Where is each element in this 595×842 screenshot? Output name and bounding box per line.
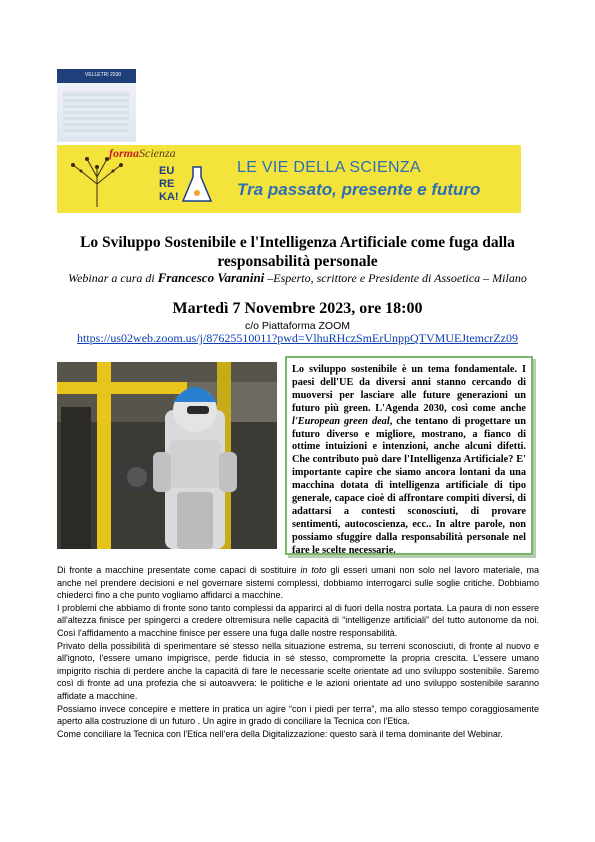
- body-text: [57, 564, 539, 740]
- svg-text:KA!: KA!: [159, 191, 179, 203]
- paragraph: Privato della possibilità di sperimentare sé stesso nella situazione estrema, su terreni sconosciuti, di fronte al nuovo e all'ignoto, l'essere umano impigrisce, perde fiducia in sé stesso, compromette la propria crescita. L'essere umano impigrito rischia di perdere anche la capacità di fare le necessarie scelte orientate ad uno sviluppo sostenibile. Saremo così di fronte ad una profezia che si autoavvera: le politiche e le azioni orientate ad uno sviluppo sostenibile saranno affidate a macchine.: [57, 640, 539, 701]
- banner-subline: Tra passato, presente e futuro: [237, 180, 481, 199]
- intro-callout: [285, 356, 533, 555]
- svg-text:RE: RE: [159, 178, 175, 190]
- banner-headline: LE VIE DELLA SCIENZA: [237, 159, 421, 176]
- robot-forklift-photo: [57, 362, 277, 549]
- paragraph: Come conciliare la Tecnica con l'Etica nell'era della Digitalizzazione: questo sarà il tema dominante del Webinar.: [57, 728, 503, 739]
- event-date: Martedì 7 Novembre 2023, ore 18:00: [172, 300, 423, 317]
- eureka-logo-icon: [157, 161, 215, 207]
- callout-text: Lo sviluppo sostenibile è un tema fondamentale. I paesi dell'UE da diversi anni stanno cercando di muoversi per lasciare alle future generazioni un futuro più green. L'Agenda 2030, così come anche l'European green deal, che tentano di progettare un futuro diverso e migliore, mostrano, a fianco di ottime intuizioni e intenzioni, anche alcuni difetti. Che contributo può dare l'Intelligenza Artificiale? E' importante capire che siamo ancora lontani da una macchina dotata di intelligenza artificiale di tipo generale, capace cioè di affrontare compiti diversi, di adattarsi a contesti sconosciuti, di provare sentimenti, autocoscienza, ecc.. In altre parole, non possiamo sfuggire dalla responsabilità personale nel fare le scelte necessarie.: [292, 364, 526, 556]
- zoom-link[interactable]: https://us02web.zoom.us/j/87625510011?pwd=VlhuRHczSmErUnppQTVMUEJtemcrZz09: [77, 331, 518, 345]
- event-venue: c/o Piattaforma ZOOM: [244, 320, 351, 332]
- speaker-name: Francesco Varanini: [157, 270, 265, 285]
- event-title-line1: Lo Sviluppo Sostenibile e l'Intelligenza Artificiale come fuga dalla: [80, 234, 515, 251]
- logo-strip: [57, 69, 136, 83]
- paragraph: I problemi che abbiamo di fronte sono tanto complessi da apparirci al di fuori della nostra portata. La paura di non essere all'altezza finisce per spingerci a credere oltremisura nelle capacità di “intelligenze artificiali” del tutto autonome da noi. Così l'affidamento a macchine finisce per essere una fuga dalle nostre responsabilità.: [57, 602, 539, 638]
- logo-label: VELLETRI 2030: [85, 72, 122, 78]
- formascienza-logo: formaScienza: [109, 146, 176, 160]
- event-title-line2: responsabilità personale: [217, 253, 378, 270]
- paragraph: Di fronte a macchine presentate come capaci di sostituire in toto gli esseri umani non solo nel lavoro materiale, ma anche nel prendere decisioni e nel governare sistemi complessi, dobbiamo interrogarci sulle soglie critiche. Dobbiamo chiederci fino a che punto vogliamo affidarci a macchine.: [57, 565, 539, 601]
- velletri-logo: [57, 69, 136, 142]
- logo-image: [63, 91, 129, 135]
- svg-text:EU: EU: [159, 165, 175, 177]
- paragraph: Possiamo invece concepire e mettere in pratica un agire “con i piedi per terra”, ma allo stesso tempo coraggiosamente aperto alla costruzione di un futuro . Un agire in grado di conciliare la Tecnica con l'Etica.: [57, 703, 539, 727]
- event-subtitle: Webinar a cura di Francesco Varanini –Esperto, scrittore e Presidente di Assoetica – Milano: [68, 270, 527, 285]
- series-banner: [57, 145, 521, 213]
